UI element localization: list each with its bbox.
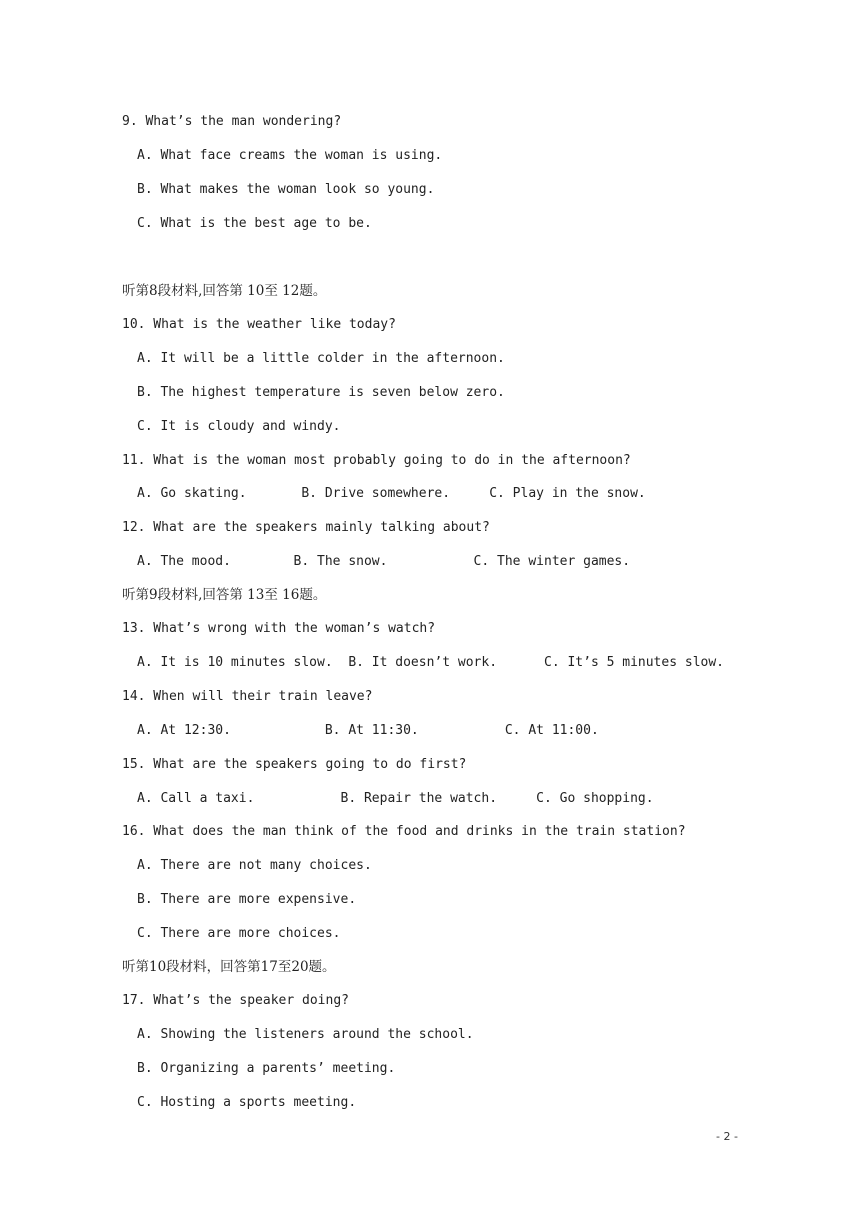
q12-options: A. The mood. B. The snow. C. The winter games. (137, 554, 631, 569)
question-12: 12. What are the speakers mainly talking about? (122, 520, 490, 535)
section-heading-8: 听第8段材料,回答第 10至 12题。 (122, 283, 327, 299)
question-17: 17. What’s the speaker doing? (122, 993, 349, 1008)
q15-options: A. Call a taxi. B. Repair the watch. C. Go shopping. (137, 791, 654, 806)
question-9: 9. What’s the man wondering? (122, 114, 342, 129)
question-11: 11. What is the woman most probably going to do in the afternoon? (122, 453, 631, 468)
q9-option-b: B. What makes the woman look so young. (137, 182, 435, 197)
question-13: 13. What’s wrong with the woman’s watch? (122, 621, 436, 636)
q17-option-b: B. Organizing a parents’ meeting. (137, 1061, 396, 1076)
q16-option-c: C. There are more choices. (137, 926, 341, 941)
q14-options: A. At 12:30. B. At 11:30. C. At 11:00. (137, 723, 599, 738)
q13-options: A. It is 10 minutes slow. B. It doesn’t work. C. It’s 5 minutes slow. (137, 655, 724, 670)
q10-option-b: B. The highest temperature is seven below zero. (137, 385, 505, 400)
question-10: 10. What is the weather like today? (122, 317, 396, 332)
question-16: 16. What does the man think of the food and drinks in the train station? (122, 824, 686, 839)
q10-option-a: A. It will be a little colder in the afternoon. (137, 351, 505, 366)
question-14: 14. When will their train leave? (122, 689, 373, 704)
q11-options: A. Go skating. B. Drive somewhere. C. Play in the snow. (137, 486, 646, 501)
q17-option-c: C. Hosting a sports meeting. (137, 1095, 357, 1110)
q16-option-a: A. There are not many choices. (137, 858, 372, 873)
q9-option-c: C. What is the best age to be. (137, 216, 372, 231)
q9-option-a: A. What face creams the woman is using. (137, 148, 443, 163)
q16-option-b: B. There are more expensive. (137, 892, 357, 907)
question-15: 15. What are the speakers going to do first? (122, 757, 467, 772)
q10-option-c: C. It is cloudy and windy. (137, 419, 341, 434)
page-number: - 2 - (716, 1130, 738, 1143)
q17-option-a: A. Showing the listeners around the school. (137, 1027, 474, 1042)
section-heading-10: 听第10段材料，回答第17至20题。 (122, 959, 336, 975)
section-heading-9: 听第9段材料,回答第 13至 16题。 (122, 587, 327, 603)
